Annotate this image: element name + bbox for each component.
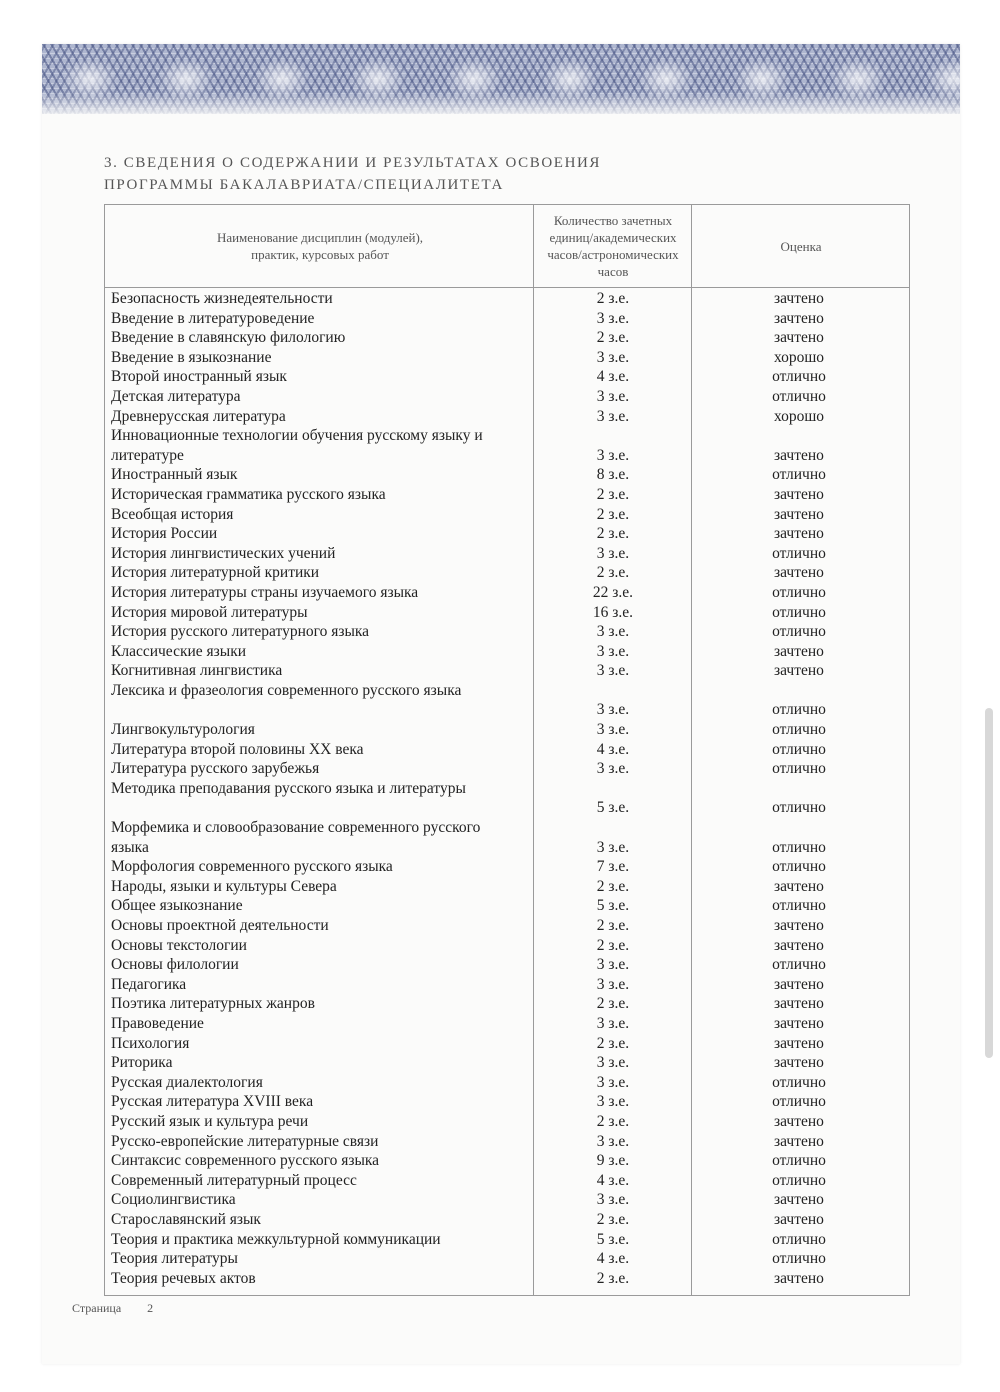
credits-value: 22 з.е. (592, 583, 634, 601)
table-row (111, 1230, 907, 1250)
header-credits: Количество зачетных единиц/академических часов/астрономических часов (547, 213, 679, 279)
credits-value: 4 з.е. (596, 1250, 630, 1268)
band-fade (42, 92, 960, 116)
table-row (111, 1092, 907, 1112)
grade-value: зачтено (774, 1191, 824, 1209)
discipline-name: Теория речевых актов (111, 1269, 256, 1287)
discipline-name: Детская литература (111, 387, 241, 405)
credits-value: 4 з.е. (596, 368, 630, 386)
grade-value: зачтено (774, 975, 824, 993)
grade-value: зачтено (774, 1132, 824, 1150)
table-row (111, 1249, 907, 1269)
discipline-name: Лексика и фразеология современного русского языка (111, 681, 462, 699)
credits-value: 16 з.е. (592, 603, 634, 621)
grade-value: зачтено (774, 936, 824, 954)
grade-value: зачтено (774, 485, 824, 503)
results-table (104, 204, 910, 1296)
grade-value: зачтено (774, 1112, 824, 1130)
grade-value: хорошо (773, 407, 825, 425)
table-row (111, 779, 907, 818)
discipline-name: Правоведение (111, 1014, 204, 1032)
table-row (111, 1034, 907, 1054)
grade-value: отлично (772, 1230, 826, 1248)
grade-value: отлично (772, 466, 826, 484)
discipline-name: Русско-европейские литературные связи (111, 1132, 379, 1150)
discipline-name: Введение в языкознание (111, 348, 272, 366)
discipline-name: Морфемика и словообразование современного русского языка (111, 819, 481, 856)
credits-value: 3 з.е. (596, 1073, 630, 1091)
credits-value: 3 з.е. (596, 387, 630, 405)
discipline-name: Русский язык и культура речи (111, 1112, 309, 1130)
discipline-name: Безопасность жизнедеятельности (111, 290, 333, 307)
credits-value: 3 з.е. (596, 309, 630, 327)
grade-value: отлично (772, 387, 826, 405)
discipline-name: Когнитивная лингвистика (111, 662, 283, 680)
grade-value: отлично (772, 1152, 826, 1170)
grade-value: отлично (772, 760, 826, 778)
scrollbar[interactable] (985, 708, 993, 1058)
discipline-name: Педагогика (111, 975, 187, 993)
grade-value: отлично (772, 1093, 826, 1111)
table-row (111, 916, 907, 936)
table-row (111, 740, 907, 760)
discipline-name: Второй иностранный язык (111, 368, 287, 386)
discipline-name: Литература второй половины XX века (111, 740, 364, 758)
grade-value: зачтено (774, 642, 824, 660)
table-row (111, 367, 907, 387)
page-label: Страница (72, 1301, 122, 1315)
grade-value: зачтено (774, 917, 824, 934)
discipline-name: История литературы страны изучаемого языка (111, 583, 419, 601)
table-row (111, 955, 907, 975)
credits-value: 3 з.е. (596, 1093, 630, 1111)
credits-value: 5 з.е. (596, 799, 630, 817)
discipline-name: Старославянский язык (111, 1210, 261, 1228)
credits-value: 3 з.е. (596, 544, 630, 562)
document-sheet (42, 44, 960, 1364)
credits-value: 3 з.е. (596, 1054, 630, 1072)
discipline-name: Риторика (111, 1054, 173, 1072)
discipline-name: Основы филологии (111, 956, 239, 974)
credits-value: 3 з.е. (596, 642, 630, 660)
discipline-name: Лингвокультурология (111, 721, 255, 739)
credits-value: 2 з.е. (596, 525, 630, 543)
table-row (111, 348, 907, 368)
table-row (111, 896, 907, 916)
table-row (111, 1190, 907, 1210)
table-row (111, 328, 907, 348)
page-number: 2 (147, 1301, 154, 1315)
discipline-name: Основы текстологии (111, 936, 247, 954)
grade-value: зачтено (774, 1014, 824, 1032)
grade-value: зачтено (774, 1054, 824, 1072)
grade-value: зачтено (774, 1034, 824, 1052)
table-row (111, 1132, 907, 1152)
table-row (111, 720, 907, 740)
credits-value: 3 з.е. (596, 838, 630, 856)
grade-value: отлично (772, 858, 826, 876)
table-row (111, 642, 907, 662)
grade-value: зачтено (774, 1210, 824, 1228)
table-row (111, 407, 907, 427)
table-row (111, 1210, 907, 1230)
grade-value: отлично (772, 603, 826, 621)
grade-value: отлично (772, 956, 826, 974)
discipline-name: Психология (111, 1034, 190, 1052)
credits-value: 2 з.е. (596, 1210, 630, 1228)
credits-value: 2 з.е. (596, 877, 630, 895)
discipline-name: Русская литература XVIII века (111, 1093, 314, 1111)
table-row (111, 1053, 907, 1073)
table-body (111, 289, 907, 1288)
table-row (111, 465, 907, 485)
credits-value: 9 з.е. (596, 1152, 630, 1170)
discipline-name: Теория и практика межкультурной коммуникации (111, 1230, 441, 1248)
credits-value: 3 з.е. (596, 1132, 630, 1150)
discipline-name: Морфология современного русского языка (111, 858, 393, 876)
discipline-name: История лингвистических учений (111, 544, 336, 562)
table-row (111, 1073, 907, 1093)
grade-value: отлично (772, 721, 826, 739)
table-row (111, 818, 907, 857)
credits-value: 3 з.е. (596, 1014, 630, 1032)
grade-value: зачтено (774, 309, 824, 327)
grade-value: отлично (772, 1250, 826, 1268)
grade-value: зачтено (774, 564, 824, 582)
discipline-name: Методика преподавания русского языка и литературы (111, 779, 466, 797)
table-row (111, 1112, 907, 1132)
discipline-name: Историческая грамматика русского языка (111, 485, 386, 503)
grade-value: зачтено (774, 329, 824, 347)
discipline-name: Всеобщая история (111, 505, 234, 523)
grade-value: отлично (772, 799, 826, 817)
credits-value: 3 з.е. (596, 623, 630, 641)
table-row (111, 583, 907, 603)
discipline-name: Литература русского зарубежья (111, 760, 320, 778)
credits-value: 3 з.е. (596, 1191, 630, 1209)
discipline-name: История мировой литературы (111, 603, 308, 621)
credits-value: 2 з.е. (596, 1034, 630, 1052)
table-row (111, 681, 907, 720)
discipline-name: Основы проектной деятельности (111, 917, 329, 934)
table-row (111, 975, 907, 995)
credits-value: 5 з.е. (596, 897, 630, 915)
grade-value: отлично (772, 1073, 826, 1091)
discipline-name: Общее языкознание (111, 897, 243, 915)
grade-value: зачтено (774, 505, 824, 523)
discipline-name: Инновационные технологии обучения русскому языку и литературе (111, 427, 483, 464)
grade-value: отлично (772, 838, 826, 856)
grade-value: отлично (772, 701, 826, 719)
credits-value: 2 з.е. (596, 995, 630, 1013)
table-row (111, 759, 907, 779)
discipline-name: Поэтика литературных жанров (111, 995, 315, 1013)
credits-value: 3 з.е. (596, 975, 630, 993)
grade-value: отлично (772, 368, 826, 386)
table-row (111, 857, 907, 877)
discipline-name: Классические языки (111, 642, 247, 660)
grade-value: отлично (772, 1171, 826, 1189)
discipline-name: Введение в литературоведение (111, 309, 315, 327)
section-heading (104, 152, 704, 196)
table-row (111, 994, 907, 1014)
grade-value: зачтено (774, 446, 824, 464)
table-row (111, 309, 907, 329)
grade-value: зачтено (774, 290, 824, 307)
grade-value: отлично (772, 583, 826, 601)
credits-value: 2 з.е. (596, 1112, 630, 1130)
discipline-name: Современный литературный процесс (111, 1171, 357, 1189)
credits-value: 4 з.е. (596, 1171, 630, 1189)
grade-value: хорошо (773, 348, 825, 366)
credits-value: 3 з.е. (596, 956, 630, 974)
credits-value: 7 з.е. (596, 858, 630, 876)
discipline-name: Народы, языки и культуры Севера (111, 877, 337, 895)
credits-value: 3 з.е. (596, 348, 630, 366)
credits-value: 2 з.е. (596, 936, 630, 954)
table-row (111, 289, 907, 309)
table-row (111, 1014, 907, 1034)
table-row (111, 661, 907, 681)
table-row (111, 1269, 907, 1289)
credits-value: 2 з.е. (596, 917, 630, 934)
credits-value: 5 з.е. (596, 1230, 630, 1248)
table-row (111, 426, 907, 465)
page-footer (72, 1301, 153, 1316)
credits-value: 3 з.е. (596, 721, 630, 739)
header-grade: Оценка (780, 238, 822, 254)
grade-value: зачтено (774, 877, 824, 895)
table-row (111, 485, 907, 505)
discipline-name: Теория литературы (111, 1250, 238, 1268)
table-row (111, 563, 907, 583)
grade-value: отлично (772, 544, 826, 562)
credits-value: 2 з.е. (596, 505, 630, 523)
discipline-name: Введение в славянскую филологию (111, 329, 346, 347)
heading-line-2: ПРОГРАММЫ БАКАЛАВРИАТА/СПЕЦИАЛИТЕТА (104, 177, 504, 193)
table-header (105, 205, 909, 288)
grade-value: отлично (772, 740, 826, 758)
table-row (111, 603, 907, 623)
discipline-name: История русского литературного языка (111, 623, 370, 641)
grade-value: отлично (772, 623, 826, 641)
discipline-name: История литературной критики (111, 564, 320, 582)
table-row (111, 387, 907, 407)
credits-value: 3 з.е. (596, 662, 630, 680)
discipline-name: Иностранный язык (111, 466, 238, 484)
table-row (111, 505, 907, 525)
credits-value: 2 з.е. (596, 329, 630, 347)
grade-value: зачтено (774, 662, 824, 680)
heading-line-1: 3. СВЕДЕНИЯ О СОДЕРЖАНИИ И РЕЗУЛЬТАТАХ ОСВОЕНИЯ (104, 155, 602, 171)
credits-value: 2 з.е. (596, 485, 630, 503)
discipline-name: Синтаксис современного русского языка (111, 1152, 380, 1170)
table-row (111, 1171, 907, 1191)
credits-value: 3 з.е. (596, 446, 630, 464)
discipline-name: Русская диалектология (111, 1073, 263, 1091)
credits-value: 3 з.е. (596, 701, 630, 719)
discipline-name: Древнерусская литература (111, 407, 286, 425)
table-row (111, 622, 907, 642)
grade-value: отлично (772, 897, 826, 915)
credits-value: 2 з.е. (596, 290, 630, 307)
header-name: Наименование дисциплин (модулей), практик, курсовых работ (216, 230, 424, 262)
table-row (111, 1151, 907, 1171)
credits-value: 8 з.е. (596, 466, 630, 484)
credits-value: 3 з.е. (596, 407, 630, 425)
grade-value: зачтено (774, 995, 824, 1013)
table-row (111, 877, 907, 897)
credits-value: 2 з.е. (596, 1269, 630, 1287)
grade-value: зачтено (774, 525, 824, 543)
credits-value: 3 з.е. (596, 760, 630, 778)
grade-value: зачтено (774, 1269, 824, 1287)
discipline-name: История России (111, 525, 218, 543)
credits-value: 4 з.е. (596, 740, 630, 758)
table-row (111, 544, 907, 564)
table-row (111, 936, 907, 956)
discipline-name: Социолингвистика (111, 1191, 236, 1209)
credits-value: 2 з.е. (596, 564, 630, 582)
table-row (111, 524, 907, 544)
